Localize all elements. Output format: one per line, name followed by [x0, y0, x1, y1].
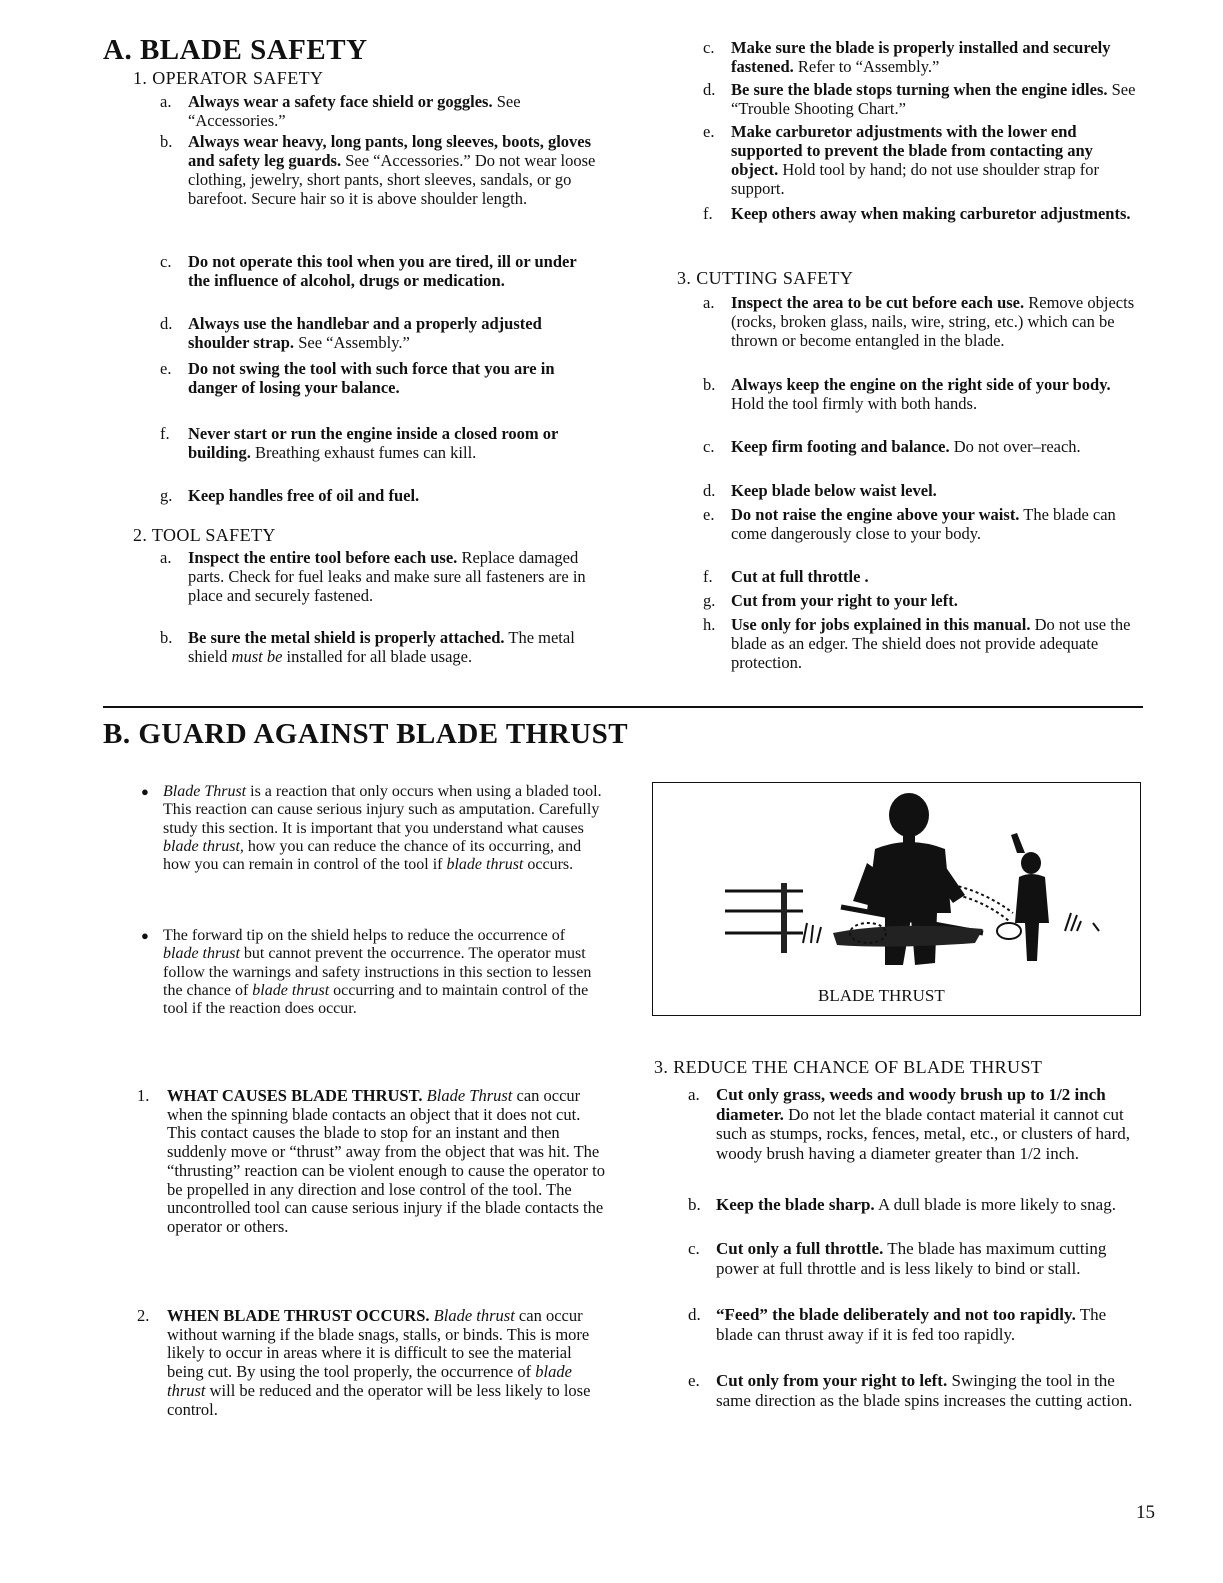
blade-thrust-illustration [653, 783, 1139, 1014]
list-item: d. Keep blade below waist level. [703, 481, 937, 500]
bullet-paragraph-1: ● Blade Thrust is a reaction that only occurs when using a bladed tool. This reaction can cause serious injury such as amputation. Carefully study this section. It is important that you understand what causes blade thrust, how you can reduce the chance of its occurring, and how you can remain in control of the tool if blade thrust occurs. [141, 783, 602, 874]
reduce-chance-heading: 3. REDUCE THE CHANCE OF BLADE THRUST [654, 1057, 1043, 1077]
cutting-safety-heading: 3. CUTTING SAFETY [677, 268, 854, 288]
what-causes-blade-thrust: 1. WHAT CAUSES BLADE THRUST. Blade Thrust can occur when the spinning blade contacts an object that it does not cut. This contact causes the blade to stop for an instant and then suddenly move or “thrust” away from the object that was hit. The “thrusting” reaction can be violent enough to cause the operator to be propelled in any direction and lose control of the tool. The uncontrolled tool can cause serious injury if the blade contacts the operator or others. [137, 1086, 606, 1236]
list-item: e. Cut only from your right to left. Swinging the tool in the same direction as the blade spins increases the cutting action. [688, 1371, 1133, 1410]
when-blade-thrust-occurs: 2. WHEN BLADE THRUST OCCURS. Blade thrust can occur without warning if the blade snags, stalls, or binds. This is more likely to occur in areas where it is difficult to see the material being cut. By using the tool properly, the occurrence of blade thrust will be reduced and the operator will be less likely to lose control. [137, 1306, 591, 1419]
list-item: a. Inspect the area to be cut before each use. Remove objects (rocks, broken glass, nails, wire, string, etc.) which can be thrown or become entangled in the blade. [703, 293, 1135, 350]
list-item: g. Keep handles free of oil and fuel. [160, 486, 420, 505]
list-item: h. Use only for jobs explained in this manual. Do not use the blade as an edger. The shield does not provide adequate protection. [703, 615, 1131, 672]
blade-thrust-figure [652, 782, 1141, 1016]
section-b-title: B. GUARD AGAINST BLADE THRUST [103, 718, 629, 750]
list-item: e. Do not swing the tool with such force that you are in danger of losing your balance. [160, 359, 555, 397]
list-item: f. Never start or run the engine inside a closed room or building. Breathing exhaust fumes can kill. [160, 424, 558, 462]
list-item: a. Cut only grass, weeds and woody brush up to 1/2 inch diameter. Do not let the blade contact material it cannot cut such as stumps, rocks, fences, metal, etc., or clusters of hard, woody brush having a diameter greater than 1/2 inch. [688, 1085, 1131, 1163]
list-item: c. Do not operate this tool when you are tired, ill or under the influence of alcohol, drugs or medication. [160, 252, 577, 290]
tool-safety-list-continued [703, 38, 1143, 246]
section-a-title: A. BLADE SAFETY [103, 34, 368, 66]
page-number: 15 [1136, 1502, 1155, 1523]
section-divider [103, 706, 1143, 708]
list-item: e. Do not raise the engine above your waist. The blade can come dangerously close to your body. [703, 505, 1116, 543]
list-item: d. Always use the handlebar and a properly adjusted shoulder strap. See “Assembly.” [160, 314, 542, 352]
list-item: e. Make carburetor adjustments with the lower end supported to prevent the blade from contacting any object. Hold tool by hand; do not use shoulder strap for support. [703, 122, 1099, 198]
list-item: b. Keep the blade sharp. A dull blade is more likely to snag. [688, 1195, 1116, 1214]
bullet-paragraph-2: ● The forward tip on the shield helps to reduce the occurrence of blade thrust but cannot prevent the occurrence. The operator must follow the warnings and safety instructions in this section to lessen the chance of blade thrust occurring and to maintain control of the tool if the reaction does occur. [141, 927, 592, 1018]
list-item: b. Be sure the metal shield is properly attached. The metal shield must be installed for all blade usage. [160, 628, 575, 666]
bullet-icon: ● [141, 928, 149, 943]
list-item: d. “Feed” the blade deliberately and not too rapidly. The blade can thrust away if it is fed too rapidly. [688, 1305, 1107, 1344]
list-item: g. Cut from your right to your left. [703, 591, 958, 610]
bullet-icon: ● [141, 784, 149, 799]
figure-caption: BLADE THRUST [818, 986, 945, 1005]
list-item: a. Inspect the entire tool before each use. Replace damaged parts. Check for fuel leaks and make sure all fasteners are in place and securely fastened. [160, 548, 586, 605]
tool-safety-list [160, 548, 600, 690]
list-item: d. Be sure the blade stops turning when the engine idles. See “Trouble Shooting Chart.” [703, 80, 1136, 118]
list-item: a. Always wear a safety face shield or goggles. See “Accessories.” [160, 92, 521, 130]
reduce-chance-list [688, 1085, 1146, 1437]
list-item: b. Always wear heavy, long pants, long sleeves, boots, gloves and safety leg guards. See “Accessories.” Do not wear loose clothing, jewelry, short pants, short sleeves, sandals, or go barefoot. Secure hair so it is above shoulder length. [160, 132, 596, 208]
list-item: c. Keep firm footing and balance. Do not over–reach. [703, 437, 1081, 456]
list-item: c. Make sure the blade is properly installed and securely fastened. Refer to “Assembly.” [703, 38, 1111, 76]
cutting-safety-list [703, 293, 1143, 677]
list-item: c. Cut only a full throttle. The blade has maximum cutting power at full throttle and is less likely to bind or stall. [688, 1239, 1107, 1278]
operator-safety-heading: 1. OPERATOR SAFETY [133, 68, 324, 88]
operator-safety-list [160, 92, 600, 508]
tool-safety-heading: 2. TOOL SAFETY [133, 525, 276, 545]
list-item: f. Keep others away when making carburetor adjustments. [703, 204, 1131, 223]
list-item: f. Cut at full throttle . [703, 567, 869, 586]
list-item: b. Always keep the engine on the right side of your body. Hold the tool firmly with both hands. [703, 375, 1111, 413]
